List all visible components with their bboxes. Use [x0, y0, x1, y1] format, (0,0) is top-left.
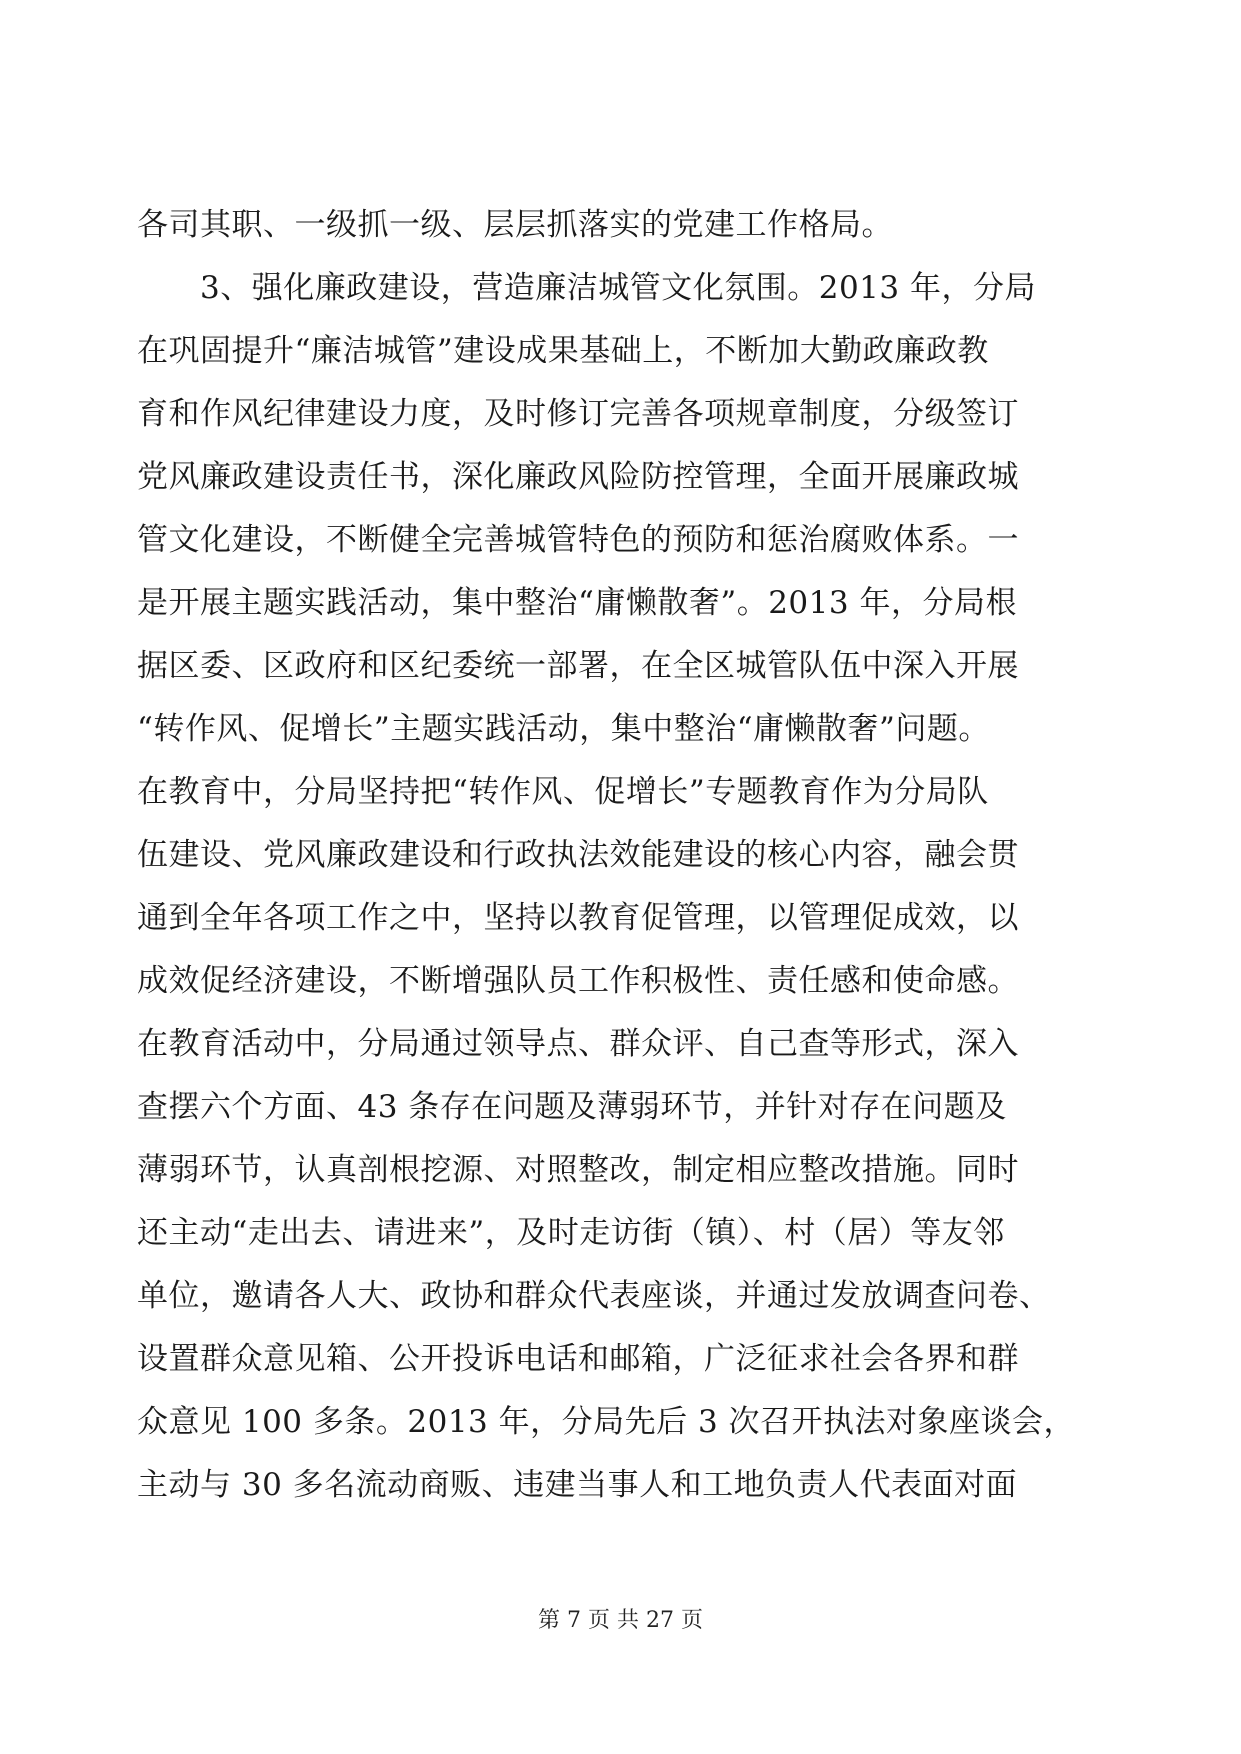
paragraph-line: 在巩固提升“廉洁城管”建设成果基础上，不断加大勤政廉政教 [137, 333, 989, 369]
paragraph-line: 育和作风纪律建设力度，及时修订完善各项规章制度，分级签订 [137, 396, 1019, 432]
paragraph-line: 主动与 30 多名流动商贩、违建当事人和工地负责人代表面对面 [137, 1467, 1018, 1503]
paragraph-line: 伍建设、党风廉政建设和行政执法效能建设的核心内容，融会贯 [137, 837, 1019, 873]
paragraph-line: 查摆六个方面、43 条存在问题及薄弱环节，并针对存在问题及 [137, 1089, 1007, 1125]
paragraph-line: 众意见 100 多条。2013 年，分局先后 3 次召开执法对象座谈会， [137, 1404, 1076, 1440]
paragraph-line: 薄弱环节，认真剖根挖源、对照整改，制定相应整改措施。同时 [137, 1152, 1019, 1188]
paragraph-line: 管文化建设，不断健全完善城管特色的预防和惩治腐败体系。一 [137, 522, 1019, 558]
paragraph-line: 单位，邀请各人大、政协和群众代表座谈，并通过发放调查问卷、 [137, 1278, 1051, 1314]
paragraph-line: 是开展主题实践活动，集中整治“庸懒散奢”。2013 年，分局根 [137, 585, 1017, 621]
paragraph-line: 党风廉政建设责任书，深化廉政风险防控管理，全面开展廉政城 [137, 459, 1019, 495]
paragraph-line: 设置群众意见箱、公开投诉电话和邮箱，广泛征求社会各界和群 [137, 1341, 1019, 1377]
paragraph-line: 据区委、区政府和区纪委统一部署，在全区城管队伍中深入开展 [137, 648, 1019, 684]
paragraph-line: 各司其职、一级抓一级、层层抓落实的党建工作格局。 [137, 207, 893, 243]
paragraph-line: 通到全年各项工作之中，坚持以教育促管理，以管理促成效，以 [137, 900, 1019, 936]
paragraph-line: 3、强化廉政建设，营造廉洁城管文化氛围。2013 年，分局 [137, 270, 1036, 306]
paragraph-line: 成效促经济建设，不断增强队员工作积极性、责任感和使命感。 [137, 963, 1019, 999]
page-number-footer: 第 7 页 共 27 页 [538, 1608, 703, 1633]
paragraph-line: 还主动“走出去、请进来”，及时走访街（镇）、村（居）等友邻 [137, 1215, 1005, 1251]
paragraph-line: “转作风、促增长”主题实践活动，集中整治“庸懒散奢”问题。 [137, 711, 990, 747]
paragraph-line: 在教育中，分局坚持把“转作风、促增长”专题教育作为分局队 [137, 774, 989, 810]
paragraph-line: 在教育活动中，分局通过领导点、群众评、自己查等形式，深入 [137, 1026, 1019, 1062]
